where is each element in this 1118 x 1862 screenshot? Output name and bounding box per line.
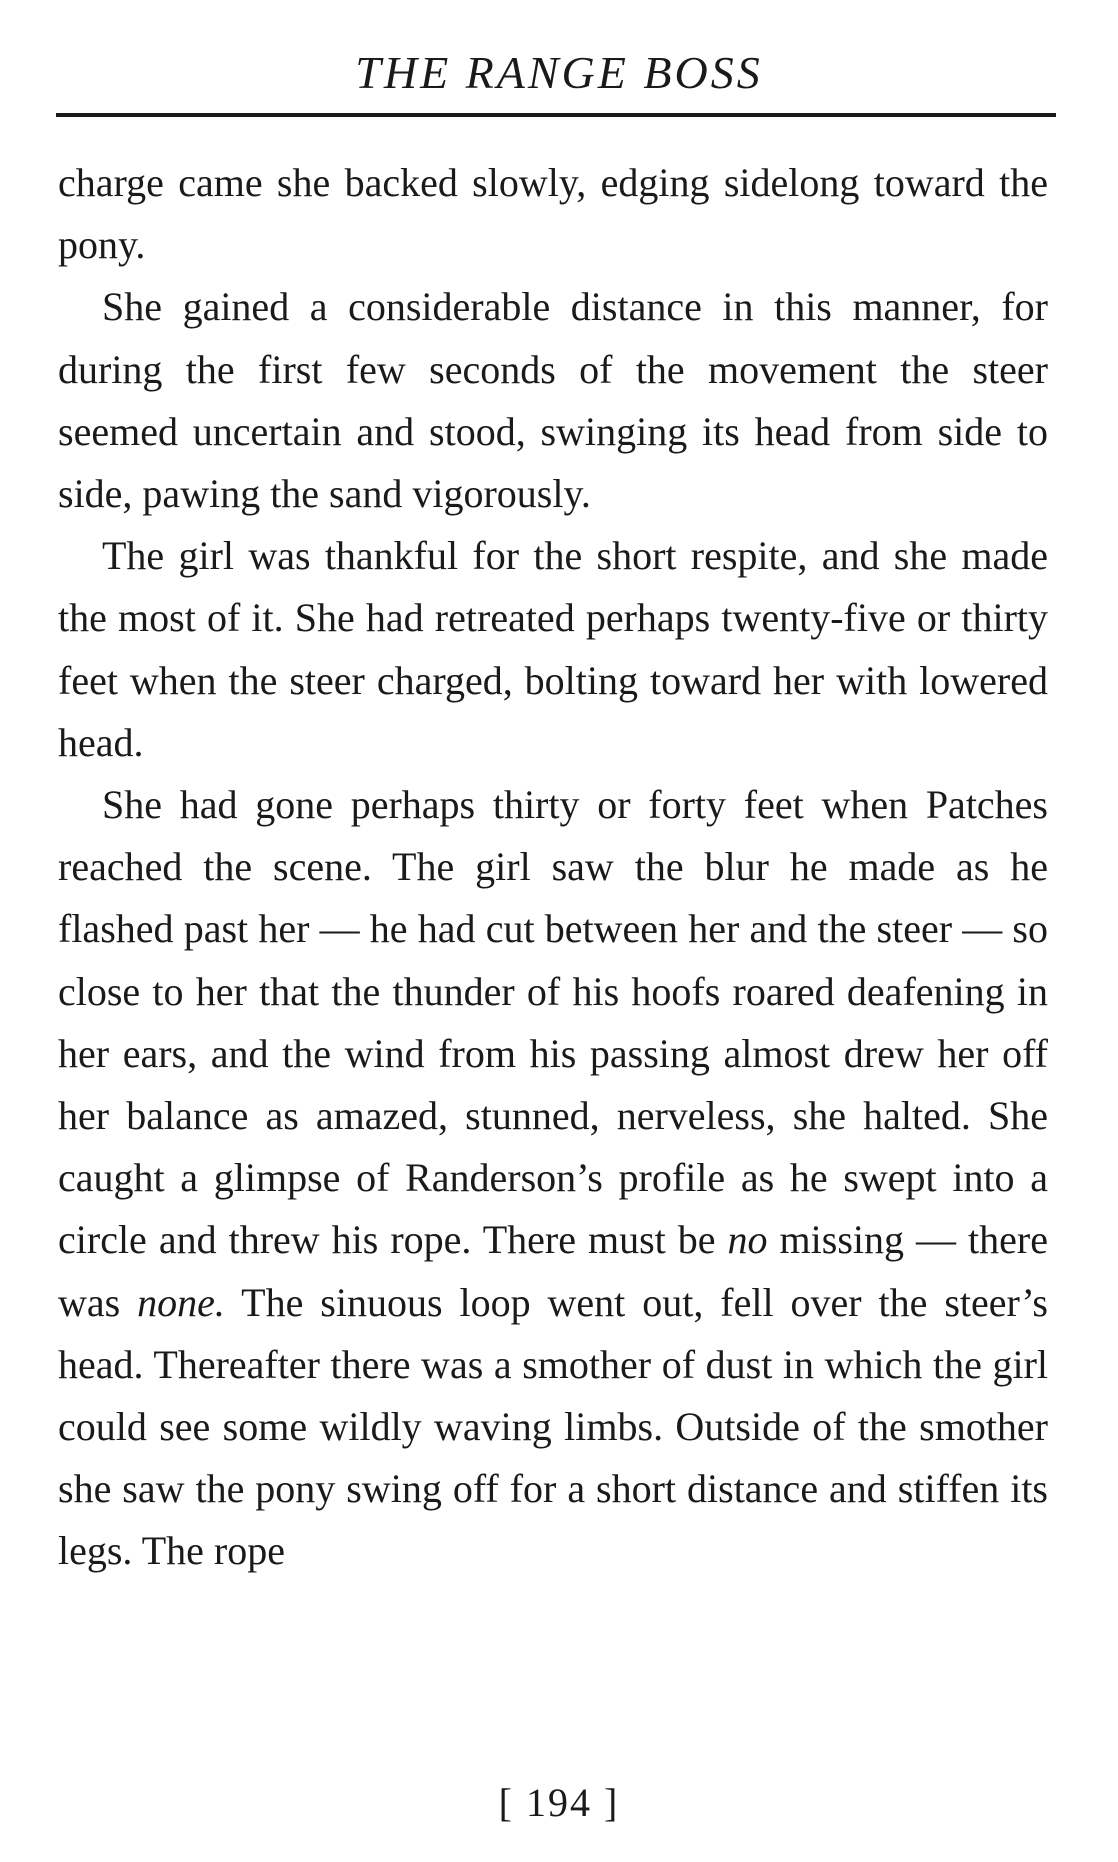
header-rule [56,113,1056,117]
emphasis: no [727,1217,768,1263]
running-title: THE RANGE BOSS [355,47,763,98]
emphasis: none. [137,1279,225,1325]
page-number: [ 194 ] [498,1780,620,1825]
paragraph-continued: charge came she backed slowly, edging sidelong toward the pony. [58,160,1048,268]
text-run: The sinuous loop went out, fell over the steer’s head. Thereafter there was a smother of dust in which the girl could see some wildly waving limbs. Outside of the smother she saw the pony swing off for a short distance and stiffen its legs. The rope [58,1279,1048,1574]
text-run: She had gone perhaps thirty or forty feet when Patches reached the scene. The girl saw the blur he made as he flashed past her — he had cut between her and the steer — so close to her that the thunder of his hoofs roared deafening in her ears, and the wind from his passing almost drew her off her balance as amazed, stunned, nerveless, she halted. She caught a glimpse of Randerson’s profile as he swept into a circle and threw his rope. There must be [58,782,1048,1263]
body-text [58,152,1048,1583]
text-run: missing — there was [58,1217,1048,1325]
paragraph: She gained a considerable distance in this manner, for during the first few seconds of the movement the steer seemed uncertain and stood, swinging its head from side to side, pawing the sand vigorously. [58,284,1048,517]
paragraph: The girl was thankful for the short respite, and she made the most of it. She had retreated perhaps twenty-five or thirty feet when the steer charged, bolting toward her with lowered head. [58,533,1048,765]
paragraph [58,774,1048,1583]
